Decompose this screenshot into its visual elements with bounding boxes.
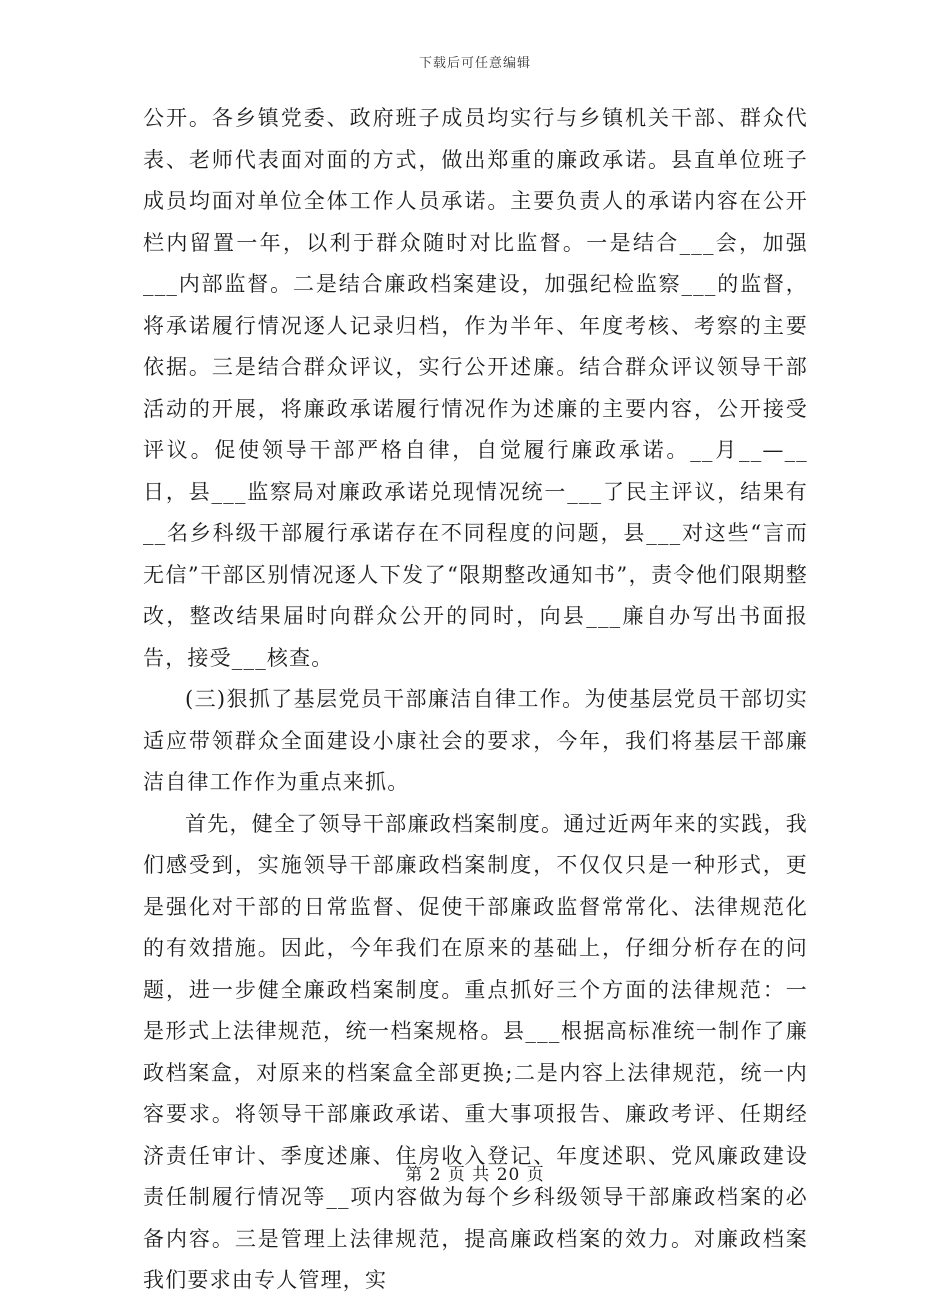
- paragraph-1: 公开。各乡镇党委、政府班子成员均实行与乡镇机关干部、群众代表、老师代表面对面的方式，做出郑重的廉政承诺。县直单位班子成员均面对单位全体工作人员承诺。主要负责人的承诺内容在公开栏内留置一年，以利于群众随时对比监督。一是结合___会，加强___内部监督。二是结合廉政档案建设，加强纪检监察___的监督，将承诺履行情况逐人记录归档，作为半年、年度考核、考察的主要依据。三是结合群众评议，实行公开述廉。结合群众评议领导干部活动的开展，将廉政承诺履行情况作为述廉的主要内容，公开接受评议。促使领导干部严格自律，自觉履行廉政承诺。__月__—__日，县___监察局对廉政承诺兑现情况统一___了民主评议，结果有__名乡科级干部履行承诺存在不同程度的问题，县___对这些“言而无信”干部区别情况逐人下发了“限期整改通知书”，责令他们限期整改，整改结果届时向群众公开的同时，向县___廉自办写出书面报告，接受___核查。: [143, 106, 808, 670]
- header-text: 下载后可任意编辑: [418, 56, 531, 71]
- page-number: 第 2 页 共 20 页: [405, 1165, 545, 1185]
- paragraph-2: (三)狠抓了基层党员干部廉洁自律工作。为使基层党员干部切实适应带领群众全面建设小康社会的要求，今年，我们将基层干部廉洁自律工作作为重点来抓。: [143, 687, 808, 794]
- document-body: [143, 98, 808, 1302]
- paragraph-3: 首先，健全了领导干部廉政档案制度。通过近两年来的实践，我们感受到，实施领导干部廉政档案制度，不仅仅只是一种形式，更是强化对干部的日常监督、促使干部廉政监督常常化、法律规范化的有效措施。因此，今年我们在原来的基础上，仔细分析存在的问题，进一步健全廉政档案制度。重点抓好三个方面的法律规范：一是形式上法律规范，统一档案规格。县___根据高标准统一制作了廉政档案盒，对原来的档案盒全部更换;二是内容上法律规范，统一内容要求。将领导干部廉政承诺、重大事项报告、廉政考评、任期经济责任审计、季度述廉、住房收入登记、年度述职、党风廉政建设责任制履行情况等__项内容做为每个乡科级领导干部廉政档案的必备内容。三是管理上法律规范，提高廉政档案的效力。对廉政档案我们要求由专人管理，实: [143, 811, 808, 1292]
- page-header: [0, 52, 950, 71]
- page-footer: [0, 1160, 950, 1185]
